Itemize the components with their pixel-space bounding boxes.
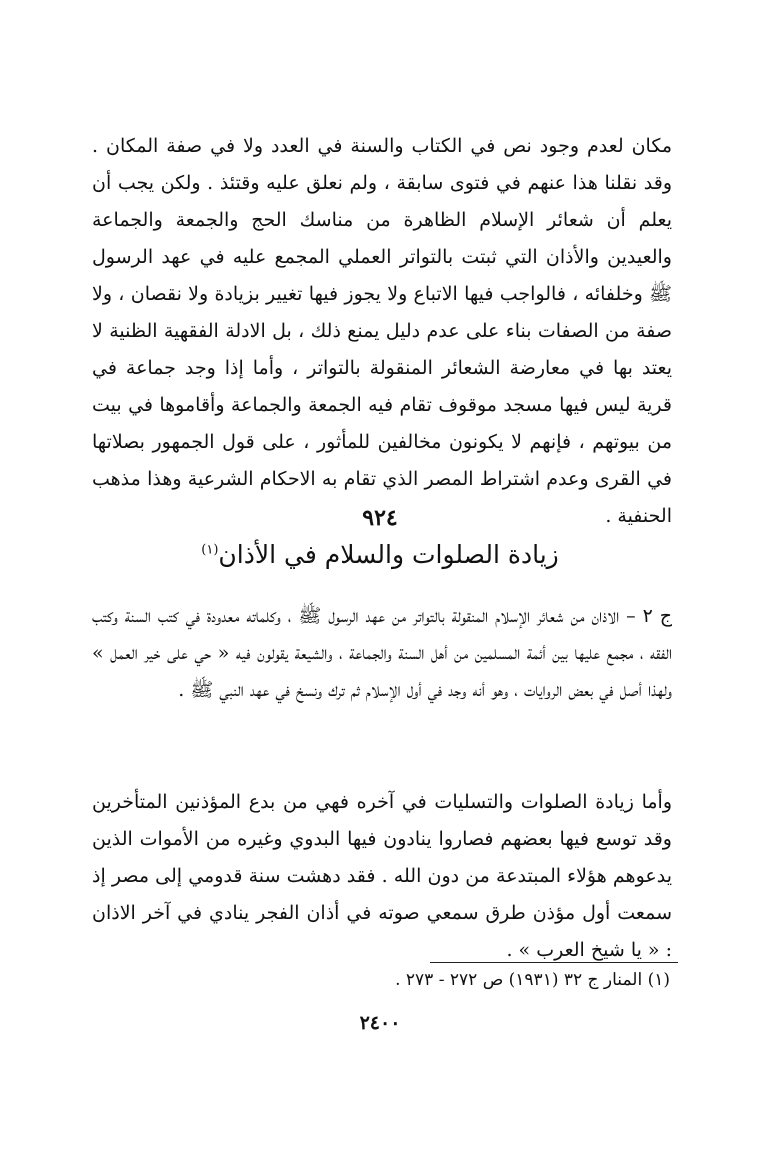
- footnote-marker: (١): [201, 542, 219, 558]
- footnote: (١) المنار ج ٣٢ (١٩٣١) ص ٢٧٢ - ٢٧٣ .: [395, 970, 670, 990]
- section-number: ٩٢٤: [362, 505, 398, 531]
- paragraph-answer: [92, 598, 672, 709]
- paragraph-text: مكان لعدم وجود نص في الكتاب والسنة في العدد ولا في صفة المكان . وقد نقلنا هذا عنهم في فتوى سابقة ، ولم نعلق عليه وقتئذ . ولكن يجب أن يعلم أن شعائر الإسلام الظاهرة من مناسك الحج والجمعة والجماعة والعيدين والأذان التي ثبتت بالتواتر العملي المجمع عليه في عهد الرسول ﷺ وخلفائه ، فالواجب فيها الاتباع ولا يجوز فيها تغيير بزيادة ولا نقصان ، ولا صفة من الصفات بناء على عدم دليل يمنع ذلك ، بل الادلة الفقهية الظنية لا يعتد بها في معارضة الشعائر المنقولة بالتواتر ، وأما إذا وجد جماعة في قرية ليس فيها مسجد موقوف تقام فيه الجمعة والجماعة وأقاموها في بيت من بيوتهم ، فإنهم لا يكونون مخالفين للمأثور ، على قول الجمهور بصلاتها في القرى وعدم اشتراط المصر الذي تقام به الاحكام الشرعية وهذا مذهب الحنفية .: [92, 135, 673, 527]
- section-title: [0, 540, 760, 569]
- footnote-divider: [430, 962, 678, 963]
- paragraph-text: وأما زيادة الصلوات والتسليات في آخره فهي من بدع المؤذنين المتأخرين وقد توسع فيها بعضهم فصاروا ينادون فيها البدوي وغيره من الأموات الذين يدعوهم هؤلاء المبتدعة من دون الله . فقد دهشت سنة قدومي إلى مصر إذ سمعت أول مؤذن طرق سمعي صوته في أذان الفجر ينادي في آخر الاذان : « يا شيخ العرب » .: [92, 791, 672, 961]
- paragraph-fatwa-continuation: [92, 128, 672, 535]
- page-number: ٢٤٠٠: [359, 1012, 401, 1034]
- paragraph-additions: [92, 784, 672, 969]
- section-title-text: زيادة الصلوات والسلام في الأذان: [218, 540, 559, 569]
- paragraph-text: ج ٢ – الاذان من شعائر الإسلام المنقولة بالتواتر من عهد الرسول ﷺ ، وكلماته معدودة في كتب السنة وكتب الفقه ، مجمع عليها بين أئمة المسلمين من أهل السنة والجماعة ، والشيعة يقولون فيه « حي على خير العمل » ولهذا أصل في بعض الروايات ، وهو أنه وجد في أول الإسلام ثم ترك ونسخ في عهد النبي ﷺ .: [92, 605, 672, 701]
